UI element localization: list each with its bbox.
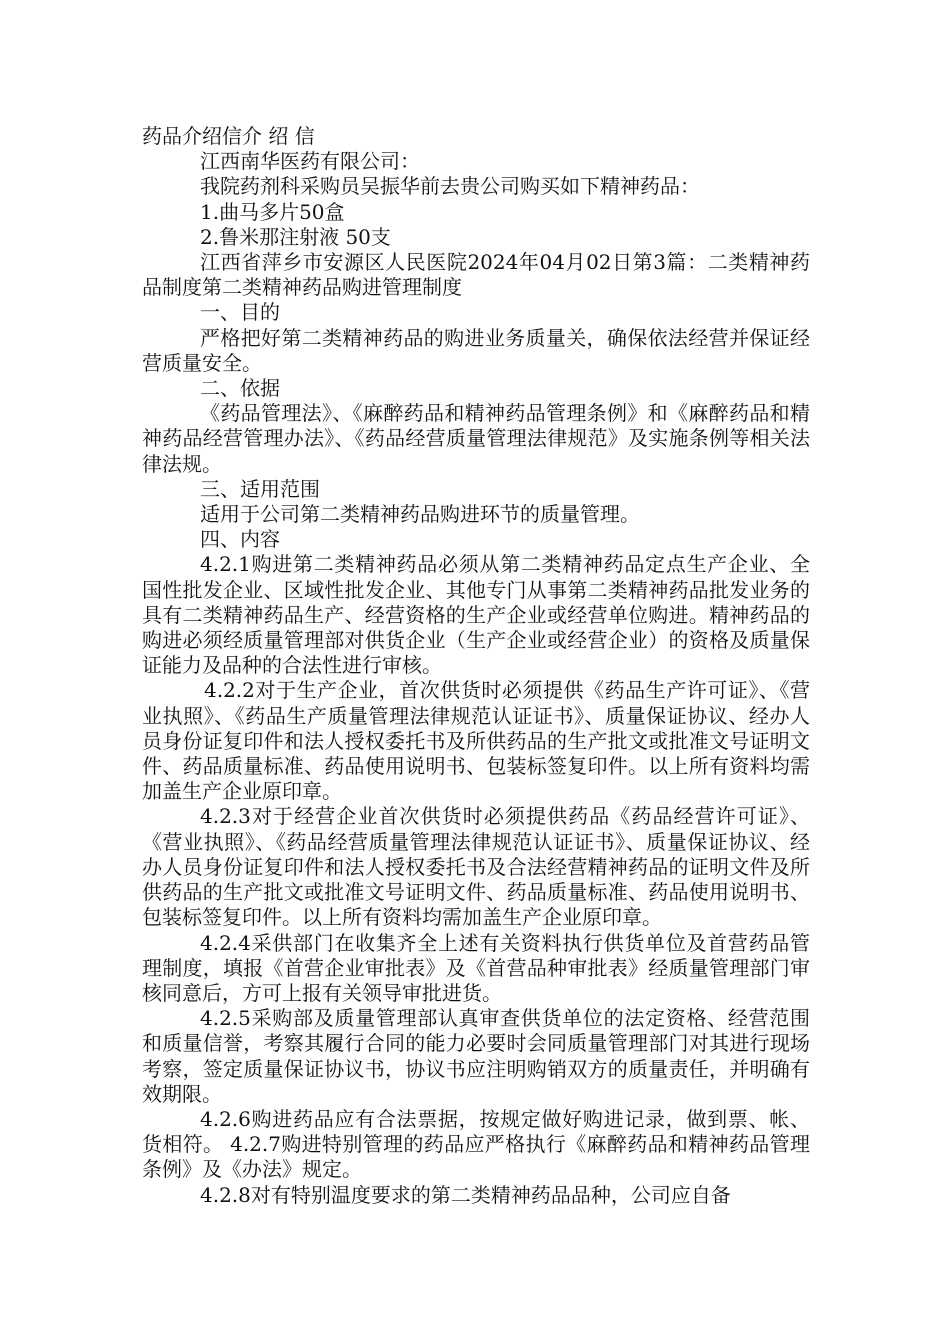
- clause-4-2-6: 4.2.6购进药品应有合法票据，按规定做好购进记录，做到票、帐、货相符。 4.2.7购进特别管理的药品应严格执行《麻醉药品和精神药品管理条例》及《办法》规定。: [142, 1106, 810, 1182]
- clause-4-2-3: 4.2.3对于经营企业首次供货时必须提供药品《药品经营许可证》、《营业执照》、《药品经营质量管理法律规范认证证书》、质量保证协议、经办人员身份证复印件和法人授权委托书及合法经营精神药品的证明文件及所供药品的生产批文或批准文号证明文件、药品质量标准、药品使用说明书、包装标签复印件。以上所有资料均需加盖生产企业原印章。: [142, 804, 810, 930]
- clause-4-2-5: 4.2.5采购部及质量管理部认真审查供货单位的法定资格、经营范围和质量信誉，考察其履行合同的能力必要时会同质量管理部门对其进行现场考察，签定质量保证协议书，协议书应注明购销双方的质量责任，并明确有效期限。: [142, 1006, 810, 1106]
- paragraph-purpose: 严格把好第二类精神药品的购进业务质量关，确保依法经营并保证经营质量安全。: [142, 325, 810, 375]
- document-body: [142, 124, 810, 1208]
- section-heading-content: 四、内容: [200, 527, 280, 552]
- section-heading-purpose: 一、目的: [200, 300, 280, 325]
- clause-4-2-4: 4.2.4采供部门在收集齐全上述有关资料执行供货单位及首营药品管理制度，填报《首营企业审批表》及《首营品种审批表》经质量管理部门审核同意后，方可上报有关领导审批进货。: [142, 930, 810, 1005]
- section-heading-basis: 二、依据: [200, 376, 280, 401]
- paragraph-basis: 《药品管理法》、《麻醉药品和精神药品管理条例》和《麻醉药品和精神药品经营管理办法》、《药品经营质量管理法律规范》及实施条例等相关法律法规。: [142, 401, 810, 476]
- drug-item-2: 2.鲁米那注射液 50支: [200, 224, 391, 249]
- drug-item-1: 1.曲马多片50盒: [200, 199, 345, 224]
- paragraph-scope: 适用于公司第二类精神药品购进环节的质量管理。: [200, 502, 640, 527]
- letter-body: 我院药剂科采购员吴振华前去贵公司购买如下精神药品：: [200, 174, 700, 199]
- letter-recipient: 江西南华医药有限公司：: [200, 149, 420, 174]
- section-heading-scope: 三、适用范围: [200, 476, 320, 501]
- letter-signature: 江西省萍乡市安源区人民医院2024年04月02日第3篇：二类精神药品制度第二类精神药品购进管理制度: [142, 250, 810, 300]
- clause-4-2-8: 4.2.8对有特别温度要求的第二类精神药品品种，公司应自备: [200, 1182, 731, 1207]
- doc-title: 药品介绍信介 绍 信: [142, 124, 315, 148]
- clause-4-2-2: 4.2.2对于生产企业，首次供货时必须提供《药品生产许可证》、《营业执照》、《药品生产质量管理法律规范认证证书》、质量保证协议、经办人员身份证复印件和法人授权委托书及所供药品的生产批文或批准文号证明文件、药品质量标准、药品使用说明书、包装标签复印件。以上所有资料均需加盖生产企业原印章。: [142, 678, 810, 804]
- clause-4-2-1: 4.2.1购进第二类精神药品必须从第二类精神药品定点生产企业、全国性批发企业、区域性批发企业、其他专门从事第二类精神药品批发业务的具有二类精神药品生产、经营资格的生产企业或经营单位购进。精神药品的购进必须经质量管理部对供货企业（生产企业或经营企业）的资格及质量保证能力及品种的合法性进行审核。: [142, 552, 810, 678]
